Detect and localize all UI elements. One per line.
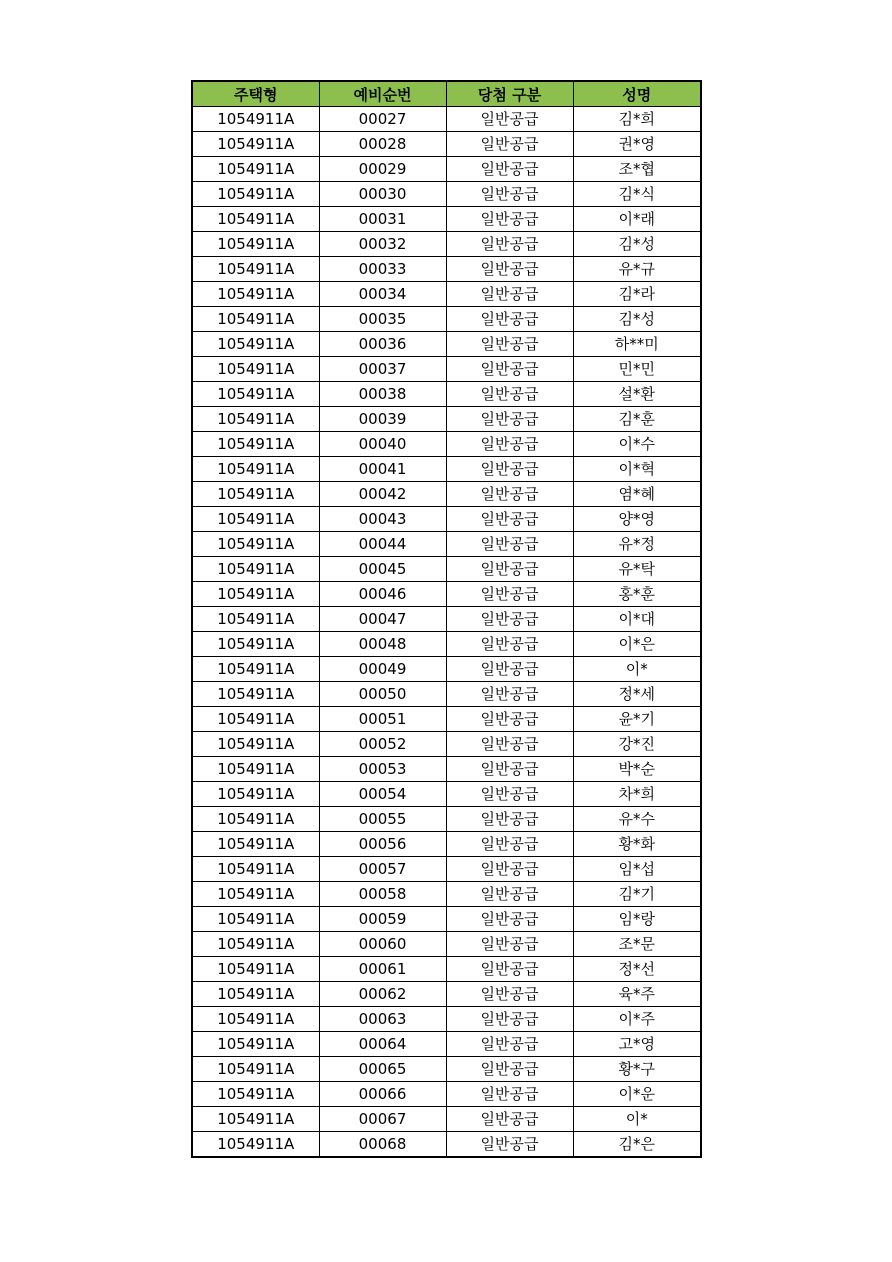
- cell-name: 차*희: [573, 782, 701, 807]
- table-row: [192, 457, 701, 482]
- cell-name: 유*탁: [573, 557, 701, 582]
- table-row: [192, 707, 701, 732]
- table-row: [192, 832, 701, 857]
- cell-winning-category: 일반공급: [446, 682, 573, 707]
- cell-reserve-number: 00051: [319, 707, 446, 732]
- cell-name: 임*랑: [573, 907, 701, 932]
- cell-name: 황*화: [573, 832, 701, 857]
- cell-name: 이*: [573, 657, 701, 682]
- cell-winning-category: 일반공급: [446, 607, 573, 632]
- cell-housing-type: 1054911A: [192, 757, 319, 782]
- cell-reserve-number: 00041: [319, 457, 446, 482]
- cell-name: 이*래: [573, 207, 701, 232]
- cell-winning-category: 일반공급: [446, 782, 573, 807]
- cell-winning-category: 일반공급: [446, 407, 573, 432]
- table-row: [192, 357, 701, 382]
- cell-housing-type: 1054911A: [192, 357, 319, 382]
- cell-winning-category: 일반공급: [446, 157, 573, 182]
- table-row: [192, 557, 701, 582]
- cell-name: 조*협: [573, 157, 701, 182]
- cell-reserve-number: 00053: [319, 757, 446, 782]
- cell-housing-type: 1054911A: [192, 782, 319, 807]
- table-row: [192, 432, 701, 457]
- cell-winning-category: 일반공급: [446, 707, 573, 732]
- cell-winning-category: 일반공급: [446, 332, 573, 357]
- cell-reserve-number: 00055: [319, 807, 446, 832]
- cell-winning-category: 일반공급: [446, 632, 573, 657]
- table-row: [192, 382, 701, 407]
- cell-winning-category: 일반공급: [446, 857, 573, 882]
- cell-reserve-number: 00032: [319, 232, 446, 257]
- cell-name: 하**미: [573, 332, 701, 357]
- cell-winning-category: 일반공급: [446, 732, 573, 757]
- cell-housing-type: 1054911A: [192, 207, 319, 232]
- cell-winning-category: 일반공급: [446, 432, 573, 457]
- waitlist-table-container: [191, 80, 702, 1158]
- table-row: [192, 757, 701, 782]
- cell-winning-category: 일반공급: [446, 232, 573, 257]
- cell-housing-type: 1054911A: [192, 1107, 319, 1132]
- cell-winning-category: 일반공급: [446, 757, 573, 782]
- cell-name: 임*섭: [573, 857, 701, 882]
- cell-housing-type: 1054911A: [192, 607, 319, 632]
- cell-reserve-number: 00039: [319, 407, 446, 432]
- cell-reserve-number: 00060: [319, 932, 446, 957]
- cell-reserve-number: 00027: [319, 107, 446, 132]
- cell-reserve-number: 00050: [319, 682, 446, 707]
- cell-housing-type: 1054911A: [192, 232, 319, 257]
- table-row: [192, 507, 701, 532]
- cell-winning-category: 일반공급: [446, 1032, 573, 1057]
- cell-name: 이*: [573, 1107, 701, 1132]
- table-row: [192, 982, 701, 1007]
- table-row: [192, 907, 701, 932]
- header-reserve-number: 예비순번: [319, 81, 446, 107]
- cell-name: 김*희: [573, 107, 701, 132]
- cell-reserve-number: 00030: [319, 182, 446, 207]
- cell-housing-type: 1054911A: [192, 282, 319, 307]
- cell-reserve-number: 00054: [319, 782, 446, 807]
- cell-reserve-number: 00037: [319, 357, 446, 382]
- cell-winning-category: 일반공급: [446, 482, 573, 507]
- header-housing-type: 주택형: [192, 81, 319, 107]
- cell-reserve-number: 00061: [319, 957, 446, 982]
- table-row: [192, 1007, 701, 1032]
- cell-reserve-number: 00040: [319, 432, 446, 457]
- table-row: [192, 582, 701, 607]
- cell-name: 권*영: [573, 132, 701, 157]
- cell-housing-type: 1054911A: [192, 407, 319, 432]
- cell-housing-type: 1054911A: [192, 982, 319, 1007]
- cell-winning-category: 일반공급: [446, 382, 573, 407]
- cell-name: 이*운: [573, 1082, 701, 1107]
- table-row: [192, 157, 701, 182]
- cell-name: 이*대: [573, 607, 701, 632]
- cell-winning-category: 일반공급: [446, 1007, 573, 1032]
- cell-reserve-number: 00029: [319, 157, 446, 182]
- cell-winning-category: 일반공급: [446, 982, 573, 1007]
- table-row: [192, 1132, 701, 1158]
- table-row: [192, 132, 701, 157]
- cell-reserve-number: 00057: [319, 857, 446, 882]
- table-row: [192, 1107, 701, 1132]
- cell-reserve-number: 00052: [319, 732, 446, 757]
- cell-name: 유*규: [573, 257, 701, 282]
- cell-name: 이*수: [573, 432, 701, 457]
- cell-housing-type: 1054911A: [192, 307, 319, 332]
- cell-reserve-number: 00068: [319, 1132, 446, 1158]
- cell-reserve-number: 00042: [319, 482, 446, 507]
- cell-reserve-number: 00033: [319, 257, 446, 282]
- cell-housing-type: 1054911A: [192, 1082, 319, 1107]
- cell-reserve-number: 00063: [319, 1007, 446, 1032]
- cell-housing-type: 1054911A: [192, 332, 319, 357]
- table-row: [192, 332, 701, 357]
- header-name: 성명: [573, 81, 701, 107]
- cell-reserve-number: 00031: [319, 207, 446, 232]
- cell-housing-type: 1054911A: [192, 932, 319, 957]
- cell-winning-category: 일반공급: [446, 257, 573, 282]
- cell-winning-category: 일반공급: [446, 1057, 573, 1082]
- cell-housing-type: 1054911A: [192, 632, 319, 657]
- cell-housing-type: 1054911A: [192, 857, 319, 882]
- header-winning-category: 당첨 구분: [446, 81, 573, 107]
- cell-reserve-number: 00035: [319, 307, 446, 332]
- table-row: [192, 607, 701, 632]
- cell-reserve-number: 00058: [319, 882, 446, 907]
- cell-winning-category: 일반공급: [446, 357, 573, 382]
- cell-winning-category: 일반공급: [446, 207, 573, 232]
- cell-winning-category: 일반공급: [446, 532, 573, 557]
- cell-name: 김*기: [573, 882, 701, 907]
- cell-name: 민*민: [573, 357, 701, 382]
- table-row: [192, 657, 701, 682]
- table-row: [192, 307, 701, 332]
- cell-winning-category: 일반공급: [446, 557, 573, 582]
- cell-name: 김*성: [573, 232, 701, 257]
- cell-reserve-number: 00065: [319, 1057, 446, 1082]
- cell-housing-type: 1054911A: [192, 832, 319, 857]
- cell-reserve-number: 00045: [319, 557, 446, 582]
- cell-reserve-number: 00043: [319, 507, 446, 532]
- cell-name: 이*주: [573, 1007, 701, 1032]
- cell-winning-category: 일반공급: [446, 1082, 573, 1107]
- table-row: [192, 1057, 701, 1082]
- waitlist-table: [191, 80, 702, 1158]
- cell-name: 양*영: [573, 507, 701, 532]
- cell-winning-category: 일반공급: [446, 282, 573, 307]
- cell-housing-type: 1054911A: [192, 532, 319, 557]
- table-row: [192, 957, 701, 982]
- cell-winning-category: 일반공급: [446, 307, 573, 332]
- cell-housing-type: 1054911A: [192, 1057, 319, 1082]
- cell-name: 김*라: [573, 282, 701, 307]
- cell-housing-type: 1054911A: [192, 657, 319, 682]
- cell-name: 김*성: [573, 307, 701, 332]
- cell-reserve-number: 00067: [319, 1107, 446, 1132]
- cell-reserve-number: 00046: [319, 582, 446, 607]
- cell-winning-category: 일반공급: [446, 807, 573, 832]
- cell-reserve-number: 00036: [319, 332, 446, 357]
- cell-winning-category: 일반공급: [446, 582, 573, 607]
- cell-housing-type: 1054911A: [192, 582, 319, 607]
- cell-housing-type: 1054911A: [192, 432, 319, 457]
- table-header-row: [192, 81, 701, 107]
- cell-housing-type: 1054911A: [192, 807, 319, 832]
- cell-winning-category: 일반공급: [446, 907, 573, 932]
- cell-housing-type: 1054911A: [192, 732, 319, 757]
- cell-name: 김*은: [573, 1132, 701, 1158]
- table-row: [192, 882, 701, 907]
- cell-name: 이*은: [573, 632, 701, 657]
- cell-name: 김*훈: [573, 407, 701, 432]
- table-row: [192, 407, 701, 432]
- table-row: [192, 807, 701, 832]
- table-row: [192, 1032, 701, 1057]
- table-row: [192, 282, 701, 307]
- cell-reserve-number: 00028: [319, 132, 446, 157]
- cell-reserve-number: 00064: [319, 1032, 446, 1057]
- table-row: [192, 632, 701, 657]
- cell-name: 윤*기: [573, 707, 701, 732]
- cell-housing-type: 1054911A: [192, 957, 319, 982]
- cell-winning-category: 일반공급: [446, 132, 573, 157]
- cell-reserve-number: 00044: [319, 532, 446, 557]
- cell-winning-category: 일반공급: [446, 832, 573, 857]
- cell-name: 이*혁: [573, 457, 701, 482]
- table-row: [192, 482, 701, 507]
- cell-name: 김*식: [573, 182, 701, 207]
- cell-winning-category: 일반공급: [446, 107, 573, 132]
- cell-name: 육*주: [573, 982, 701, 1007]
- cell-reserve-number: 00059: [319, 907, 446, 932]
- cell-housing-type: 1054911A: [192, 557, 319, 582]
- cell-name: 유*정: [573, 532, 701, 557]
- cell-name: 정*선: [573, 957, 701, 982]
- cell-winning-category: 일반공급: [446, 882, 573, 907]
- table-row: [192, 682, 701, 707]
- cell-housing-type: 1054911A: [192, 1032, 319, 1057]
- cell-name: 설*환: [573, 382, 701, 407]
- cell-housing-type: 1054911A: [192, 507, 319, 532]
- table-row: [192, 182, 701, 207]
- cell-name: 염*혜: [573, 482, 701, 507]
- cell-housing-type: 1054911A: [192, 482, 319, 507]
- table-row: [192, 1082, 701, 1107]
- cell-name: 황*구: [573, 1057, 701, 1082]
- cell-winning-category: 일반공급: [446, 657, 573, 682]
- cell-winning-category: 일반공급: [446, 932, 573, 957]
- cell-name: 홍*훈: [573, 582, 701, 607]
- table-body: [192, 107, 701, 1158]
- table-row: [192, 732, 701, 757]
- cell-housing-type: 1054911A: [192, 1007, 319, 1032]
- cell-name: 박*순: [573, 757, 701, 782]
- cell-winning-category: 일반공급: [446, 957, 573, 982]
- cell-housing-type: 1054911A: [192, 107, 319, 132]
- cell-winning-category: 일반공급: [446, 1132, 573, 1158]
- table-row: [192, 857, 701, 882]
- table-row: [192, 782, 701, 807]
- cell-reserve-number: 00048: [319, 632, 446, 657]
- cell-housing-type: 1054911A: [192, 382, 319, 407]
- cell-name: 강*진: [573, 732, 701, 757]
- cell-name: 정*세: [573, 682, 701, 707]
- cell-name: 유*수: [573, 807, 701, 832]
- cell-reserve-number: 00062: [319, 982, 446, 1007]
- cell-winning-category: 일반공급: [446, 457, 573, 482]
- cell-winning-category: 일반공급: [446, 182, 573, 207]
- cell-housing-type: 1054911A: [192, 707, 319, 732]
- table-row: [192, 207, 701, 232]
- cell-reserve-number: 00038: [319, 382, 446, 407]
- table-row: [192, 232, 701, 257]
- cell-reserve-number: 00049: [319, 657, 446, 682]
- table-row: [192, 932, 701, 957]
- cell-reserve-number: 00034: [319, 282, 446, 307]
- cell-housing-type: 1054911A: [192, 907, 319, 932]
- cell-reserve-number: 00047: [319, 607, 446, 632]
- cell-housing-type: 1054911A: [192, 1132, 319, 1158]
- cell-housing-type: 1054911A: [192, 132, 319, 157]
- cell-reserve-number: 00056: [319, 832, 446, 857]
- cell-housing-type: 1054911A: [192, 457, 319, 482]
- cell-name: 조*문: [573, 932, 701, 957]
- cell-reserve-number: 00066: [319, 1082, 446, 1107]
- cell-housing-type: 1054911A: [192, 157, 319, 182]
- table-row: [192, 532, 701, 557]
- cell-winning-category: 일반공급: [446, 1107, 573, 1132]
- table-row: [192, 257, 701, 282]
- cell-housing-type: 1054911A: [192, 882, 319, 907]
- cell-housing-type: 1054911A: [192, 257, 319, 282]
- cell-name: 고*영: [573, 1032, 701, 1057]
- table-row: [192, 107, 701, 132]
- cell-housing-type: 1054911A: [192, 182, 319, 207]
- cell-housing-type: 1054911A: [192, 682, 319, 707]
- cell-winning-category: 일반공급: [446, 507, 573, 532]
